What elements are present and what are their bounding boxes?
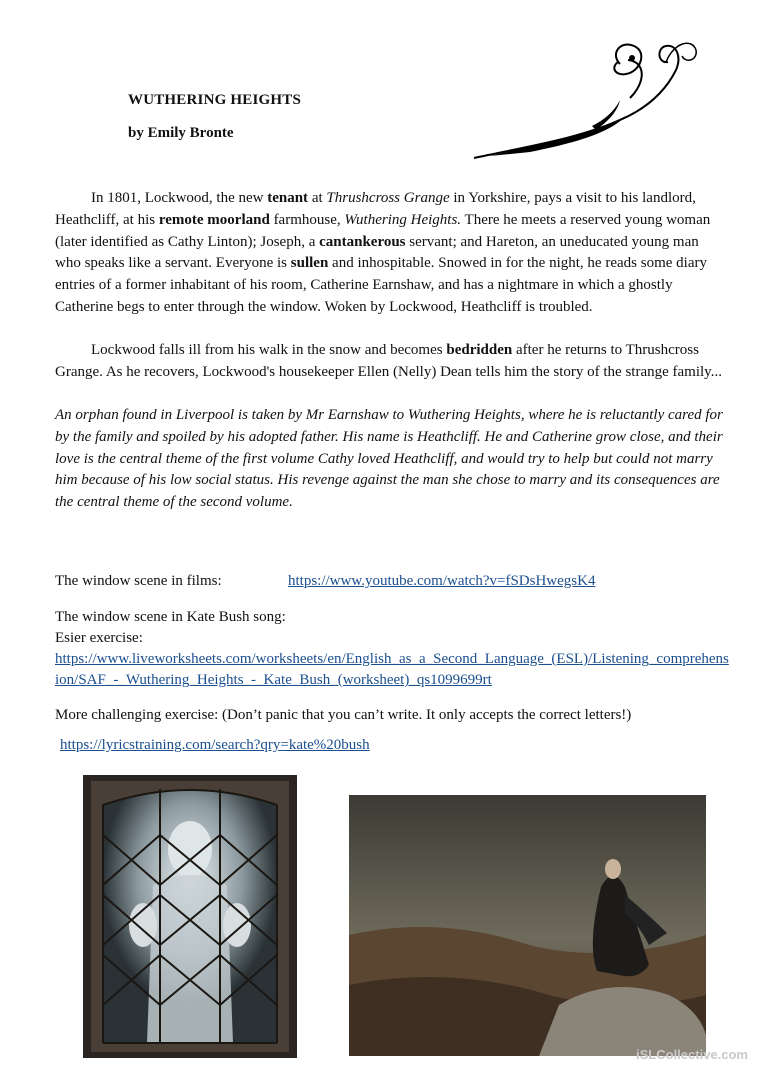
easier-exercise-link[interactable]: https://www.liveworksheets.com/worksheets/en/English_as_a_Second_Language_(ESL)/Listening_comprehension/SAF_-_Wuthering_Heights_-_Kate_Bush_(worksheet)_qs1099699rt — [55, 651, 729, 688]
kate-bush-label: The window scene in Kate Bush song: — [55, 609, 286, 625]
document-author: by Emily Bronte — [128, 125, 234, 141]
summary-paragraph-3: An orphan found in Liverpool is taken by Mr Earnshaw to Wuthering Heights, where he is reluctantly cared for by the family and spoiled by his adopted father. His name is Heathcliff. He and Catherine grow close, and their love is the central theme of the first volume Cathy loved Heathcliff, and would try to help but could not marry him because of his low social status. His revenge against the man she chose to marry and its consequences are the central theme of the second volume. — [55, 407, 723, 511]
easier-exercise-label: Esier exercise: — [55, 630, 143, 646]
summary-paragraph-1: In 1801, Lockwood, the new tenant at Thrushcross Grange in Yorkshire, pays a visit to his landlord, Heathcliff, at his remote moorland farmhouse, Wuthering Heights. There he meets a reserved young woman (later identified as Cathy Linton); Joseph, a cantankerous servant; and Hareton, an uneducated young man who speaks like a servant. Everyone is sullen and inhospitable. Snowed in for the night, he reads some diary entries of a former inhabitant of his room, Catherine Earnshaw, and has a nightmare in which a ghostly Catherine begs to enter through the window. Woken by Lockwood, Heathcliff is troubled. — [55, 190, 711, 315]
document-title: WUTHERING HEIGHTS — [128, 92, 302, 108]
watermark: iSLCollective.com — [636, 1047, 748, 1062]
summary-paragraph-2: Lockwood falls ill from his walk in the snow and becomes bedridden after he returns to Thrushcross Grange. As he recovers, Lockwood's housekeeper Ellen (Nelly) Dean tells him the story of the strange family... — [55, 342, 722, 380]
lyrics-link[interactable]: https://lyricstraining.com/search?qry=kate%20bush — [60, 737, 370, 753]
kate-bush-section — [55, 607, 735, 691]
films-label: The window scene in films: — [55, 573, 222, 589]
decorative-flourish — [470, 34, 700, 164]
moorland-painting-image — [349, 795, 706, 1056]
films-link[interactable]: https://www.youtube.com/watch?v=fSDsHwegsK4 — [288, 573, 596, 589]
ghost-window-image — [83, 775, 297, 1058]
challenge-label: More challenging exercise: (Don’t panic that you can’t write. It only accepts the correct letters!) — [55, 707, 632, 723]
